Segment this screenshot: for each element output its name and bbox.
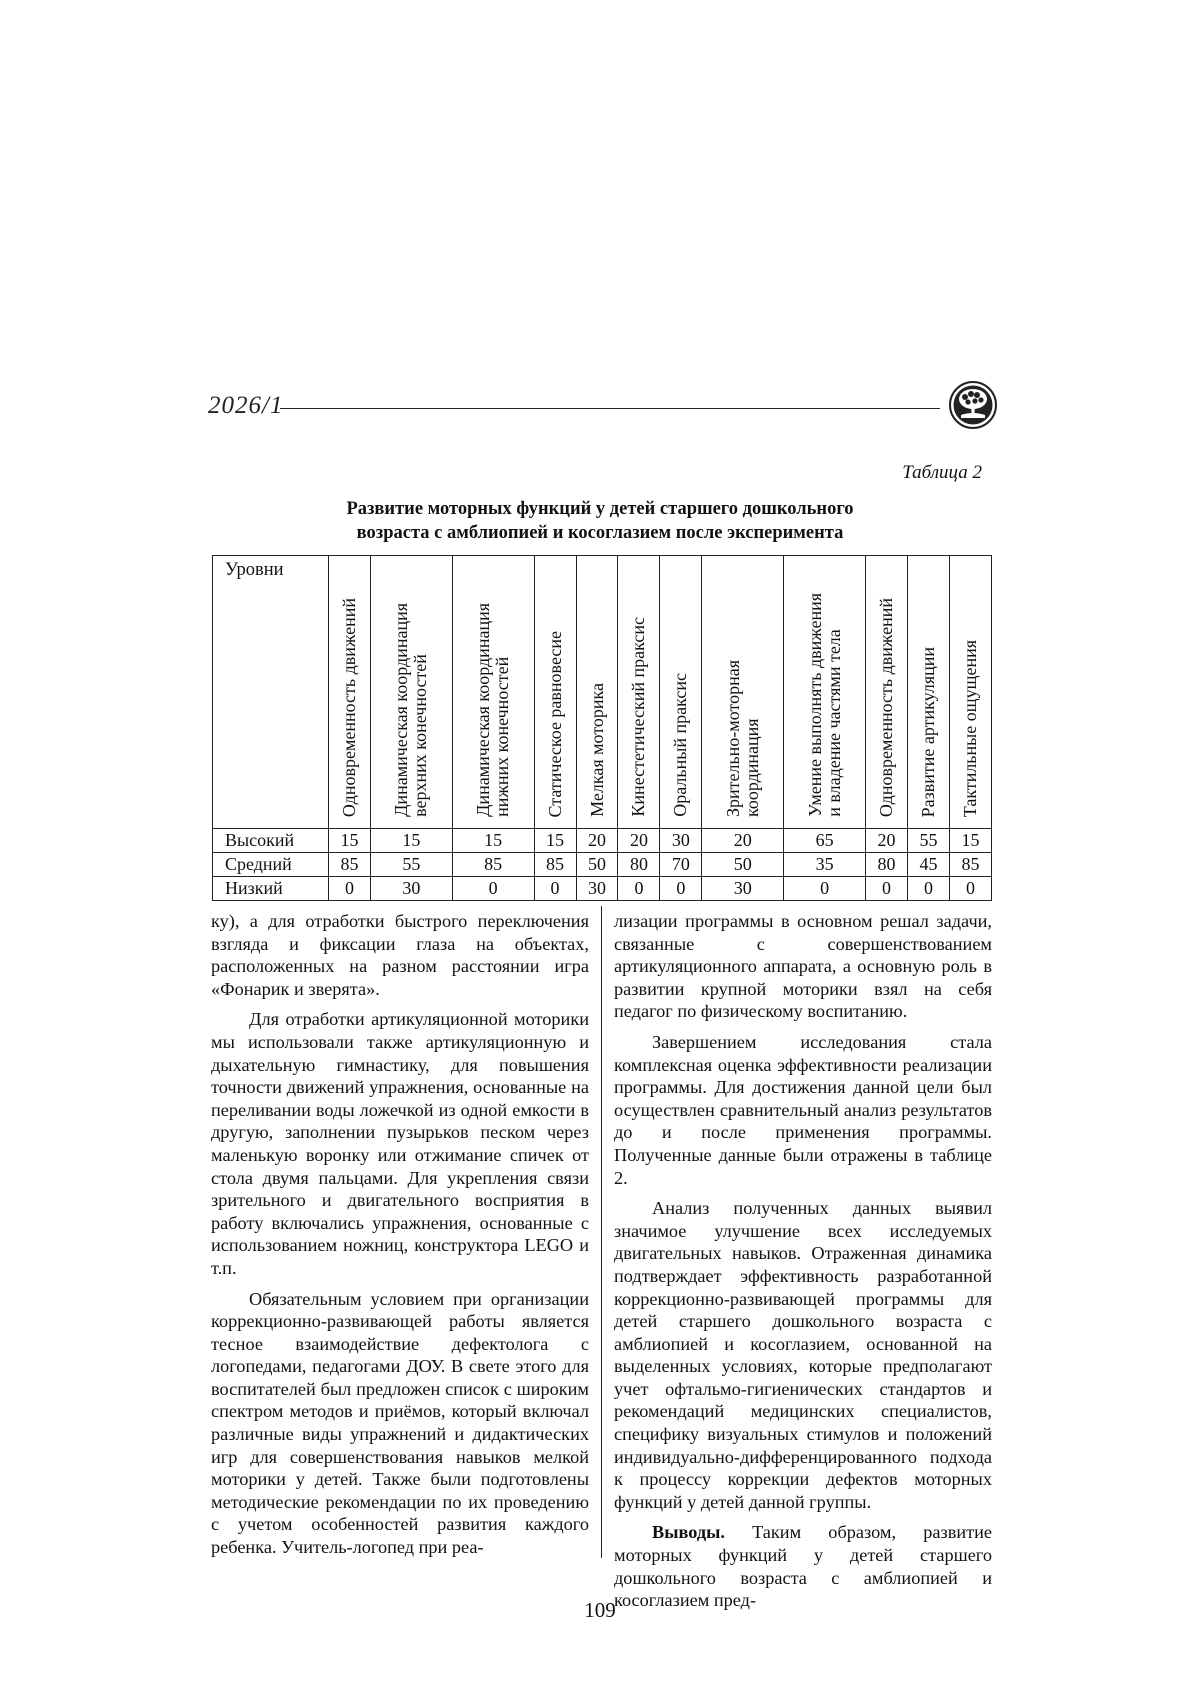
column-header-label: [588, 679, 607, 823]
value-cell: 15: [534, 829, 576, 853]
table-title-line: возраста с амблиопией и косоглазием после эксперимента: [356, 523, 844, 543]
value-cell: 15: [949, 829, 991, 853]
column-header-line: нижних конечностей: [492, 656, 513, 817]
table-body: [213, 829, 992, 901]
column-header-label: [724, 656, 762, 823]
page-number: 109: [584, 1598, 616, 1622]
value-cell: 0: [866, 877, 908, 901]
column-header-line: Динамическая координация: [391, 603, 412, 817]
conclusions-label: Выводы.: [652, 1522, 725, 1543]
value-cell: 50: [576, 853, 618, 877]
table-row: [213, 829, 992, 853]
column-header-label: [629, 613, 648, 823]
value-cell: 45: [907, 853, 949, 877]
corner-header: Уровни: [213, 556, 329, 829]
level-cell: Низкий: [213, 877, 329, 901]
value-cell: 30: [702, 877, 784, 901]
value-cell: 55: [370, 853, 452, 877]
value-cell: 20: [866, 829, 908, 853]
paragraph: Завершением исследования стала комплексная оценка эффективности реализации программы. Для достижения данной цели был осуществлен сравнительный анализ результатов до и после применения программы. Полученные данные были отражены в таблице 2.: [614, 1031, 992, 1188]
column-header: [784, 556, 866, 829]
value-cell: 0: [784, 877, 866, 901]
table-header-row: [213, 556, 992, 829]
column-header-label: [392, 599, 430, 823]
tree-logo-icon: [948, 380, 998, 430]
value-cell: 50: [702, 853, 784, 877]
value-cell: 20: [576, 829, 618, 853]
value-cell: 0: [534, 877, 576, 901]
value-cell: 70: [660, 853, 702, 877]
table-caption: Таблица 2: [902, 462, 982, 483]
value-cell: 0: [907, 877, 949, 901]
value-cell: 85: [534, 853, 576, 877]
value-cell: 0: [329, 877, 371, 901]
column-header-line: Одновременность движений: [875, 597, 896, 817]
value-cell: 30: [576, 877, 618, 901]
column-header: [907, 556, 949, 829]
column-header-line: Кинестетический праксис: [628, 617, 649, 817]
table-title: [0, 497, 1200, 545]
value-cell: 0: [452, 877, 534, 901]
value-cell: 80: [866, 853, 908, 877]
value-cell: 0: [618, 877, 660, 901]
value-cell: 0: [949, 877, 991, 901]
column-header-label: [546, 627, 565, 823]
value-cell: 35: [784, 853, 866, 877]
value-cell: 0: [660, 877, 702, 901]
table-title-line: Развитие моторных функций у детей старшего дошкольного: [346, 499, 854, 519]
motor-functions-table: [212, 555, 992, 901]
paragraph: лизации программы в основном решал задачи, связанные с совершенствованием артикуляционного аппарата, а основную роль в развитии крупной моторики взял на себя педагог по физическому воспитанию.: [614, 911, 992, 1022]
column-header: [534, 556, 576, 829]
value-cell: 85: [949, 853, 991, 877]
value-cell: 20: [702, 829, 784, 853]
column-header-label: [474, 599, 512, 823]
column-header-line: Одновременность движений: [338, 597, 359, 817]
column-divider: [601, 906, 602, 1558]
paragraph: ку), а для отработки быстрого переключения взгляда и фиксации глаза на объектах, расположенных на разном расстоянии игра «Фонарик и зверята».: [211, 911, 589, 999]
column-header-line: Умение выполнять движения: [804, 593, 825, 817]
column-header-label: [877, 594, 896, 823]
column-header: [452, 556, 534, 829]
column-header: [370, 556, 452, 829]
value-cell: 30: [660, 829, 702, 853]
column-header-line: Динамическая координация: [473, 603, 494, 817]
right-text-column: [614, 910, 992, 1620]
value-cell: 85: [452, 853, 534, 877]
value-cell: 20: [618, 829, 660, 853]
level-cell: Средний: [213, 853, 329, 877]
column-header: [576, 556, 618, 829]
column-header: [329, 556, 371, 829]
journal-header: [208, 384, 998, 444]
column-header: [660, 556, 702, 829]
column-header: [618, 556, 660, 829]
column-header-label: [961, 636, 980, 823]
column-header-line: Статическое равновесие: [544, 630, 565, 817]
value-cell: 80: [618, 853, 660, 877]
table-row: [213, 877, 992, 901]
paragraph: Для отработки артикуляционной моторики мы использовали также артикуляционную и дыхательную гимнастику, для повышения точности движений упражнения, основанные на переливании воды ложечкой из одной емкости в другую, заполнении пузырьков песком через маленькую воронку или отжимание спичек от стола двумя пальцами. Для укрепления связи зрительного и двигательного восприятия в работу включались упражнения, основанные с использованием ножниц, конструктора LEGO и т.п.: [211, 1009, 589, 1278]
column-header-line: Зрительно-моторная: [722, 659, 743, 817]
conclusions-text: Таким образом, развитие моторных функций у детей старшего дошкольного возраста с амблиопией и косоглазием пред-: [614, 1522, 992, 1611]
column-header-line: и владение частями тела: [823, 629, 844, 817]
paragraph: Анализ полученных данных выявил значимое улучшение всех исследуемых двигательных навыков. Отраженная динамика подтверждает эффективность разработанной коррекционно-развивающей программы для детей старшего дошкольного возраста с амблиопией и косоглазием, основанной на выделенных условиях, которые предполагают учет офтальмо-гигиенических стандартов и рекомендаций медицинских специалистов, специфику визуальных стимулов и положений индивидуально-дифференцированного подхода к процессу коррекции дефектов моторных функций у детей данной группы.: [614, 1198, 992, 1512]
column-header: [702, 556, 784, 829]
table-row: [213, 853, 992, 877]
column-header-label: [671, 669, 690, 823]
column-header: [866, 556, 908, 829]
column-header: [949, 556, 991, 829]
issue-number: 2026/1: [208, 392, 284, 419]
level-cell: Высокий: [213, 829, 329, 853]
header-rule: [280, 408, 940, 409]
value-cell: 15: [370, 829, 452, 853]
column-header-label: [806, 589, 844, 823]
column-header-line: верхних конечностей: [410, 654, 431, 817]
left-text-column: [211, 910, 589, 1567]
column-header-line: Мелкая моторика: [586, 683, 607, 817]
column-header-line: Развитие артикуляции: [917, 646, 938, 817]
value-cell: 30: [370, 877, 452, 901]
column-header-line: Тактильные ощущения: [959, 639, 980, 817]
value-cell: 55: [907, 829, 949, 853]
value-cell: 65: [784, 829, 866, 853]
paragraph: Обязательным условием при организации коррекционно-развивающей работы является тесное взаимодействие дефектолога с логопедами, педагогами ДОУ. В свете этого для воспитателей был предложен список с широким спектром методов и приёмов, который включал различные виды упражнений и дидактических игр для совершенствования навыков мелкой моторики у детей. Также были подготовлены методические рекомендации по их проведению с учетом особенностей развития каждого ребенка. Учитель-логопед при реа-: [211, 1288, 589, 1558]
value-cell: 15: [329, 829, 371, 853]
column-header-label: [919, 643, 938, 823]
value-cell: 85: [329, 853, 371, 877]
column-header-line: Оральный праксис: [670, 673, 691, 817]
value-cell: 15: [452, 829, 534, 853]
column-header-line: координация: [741, 718, 762, 817]
column-header-label: [340, 594, 359, 823]
